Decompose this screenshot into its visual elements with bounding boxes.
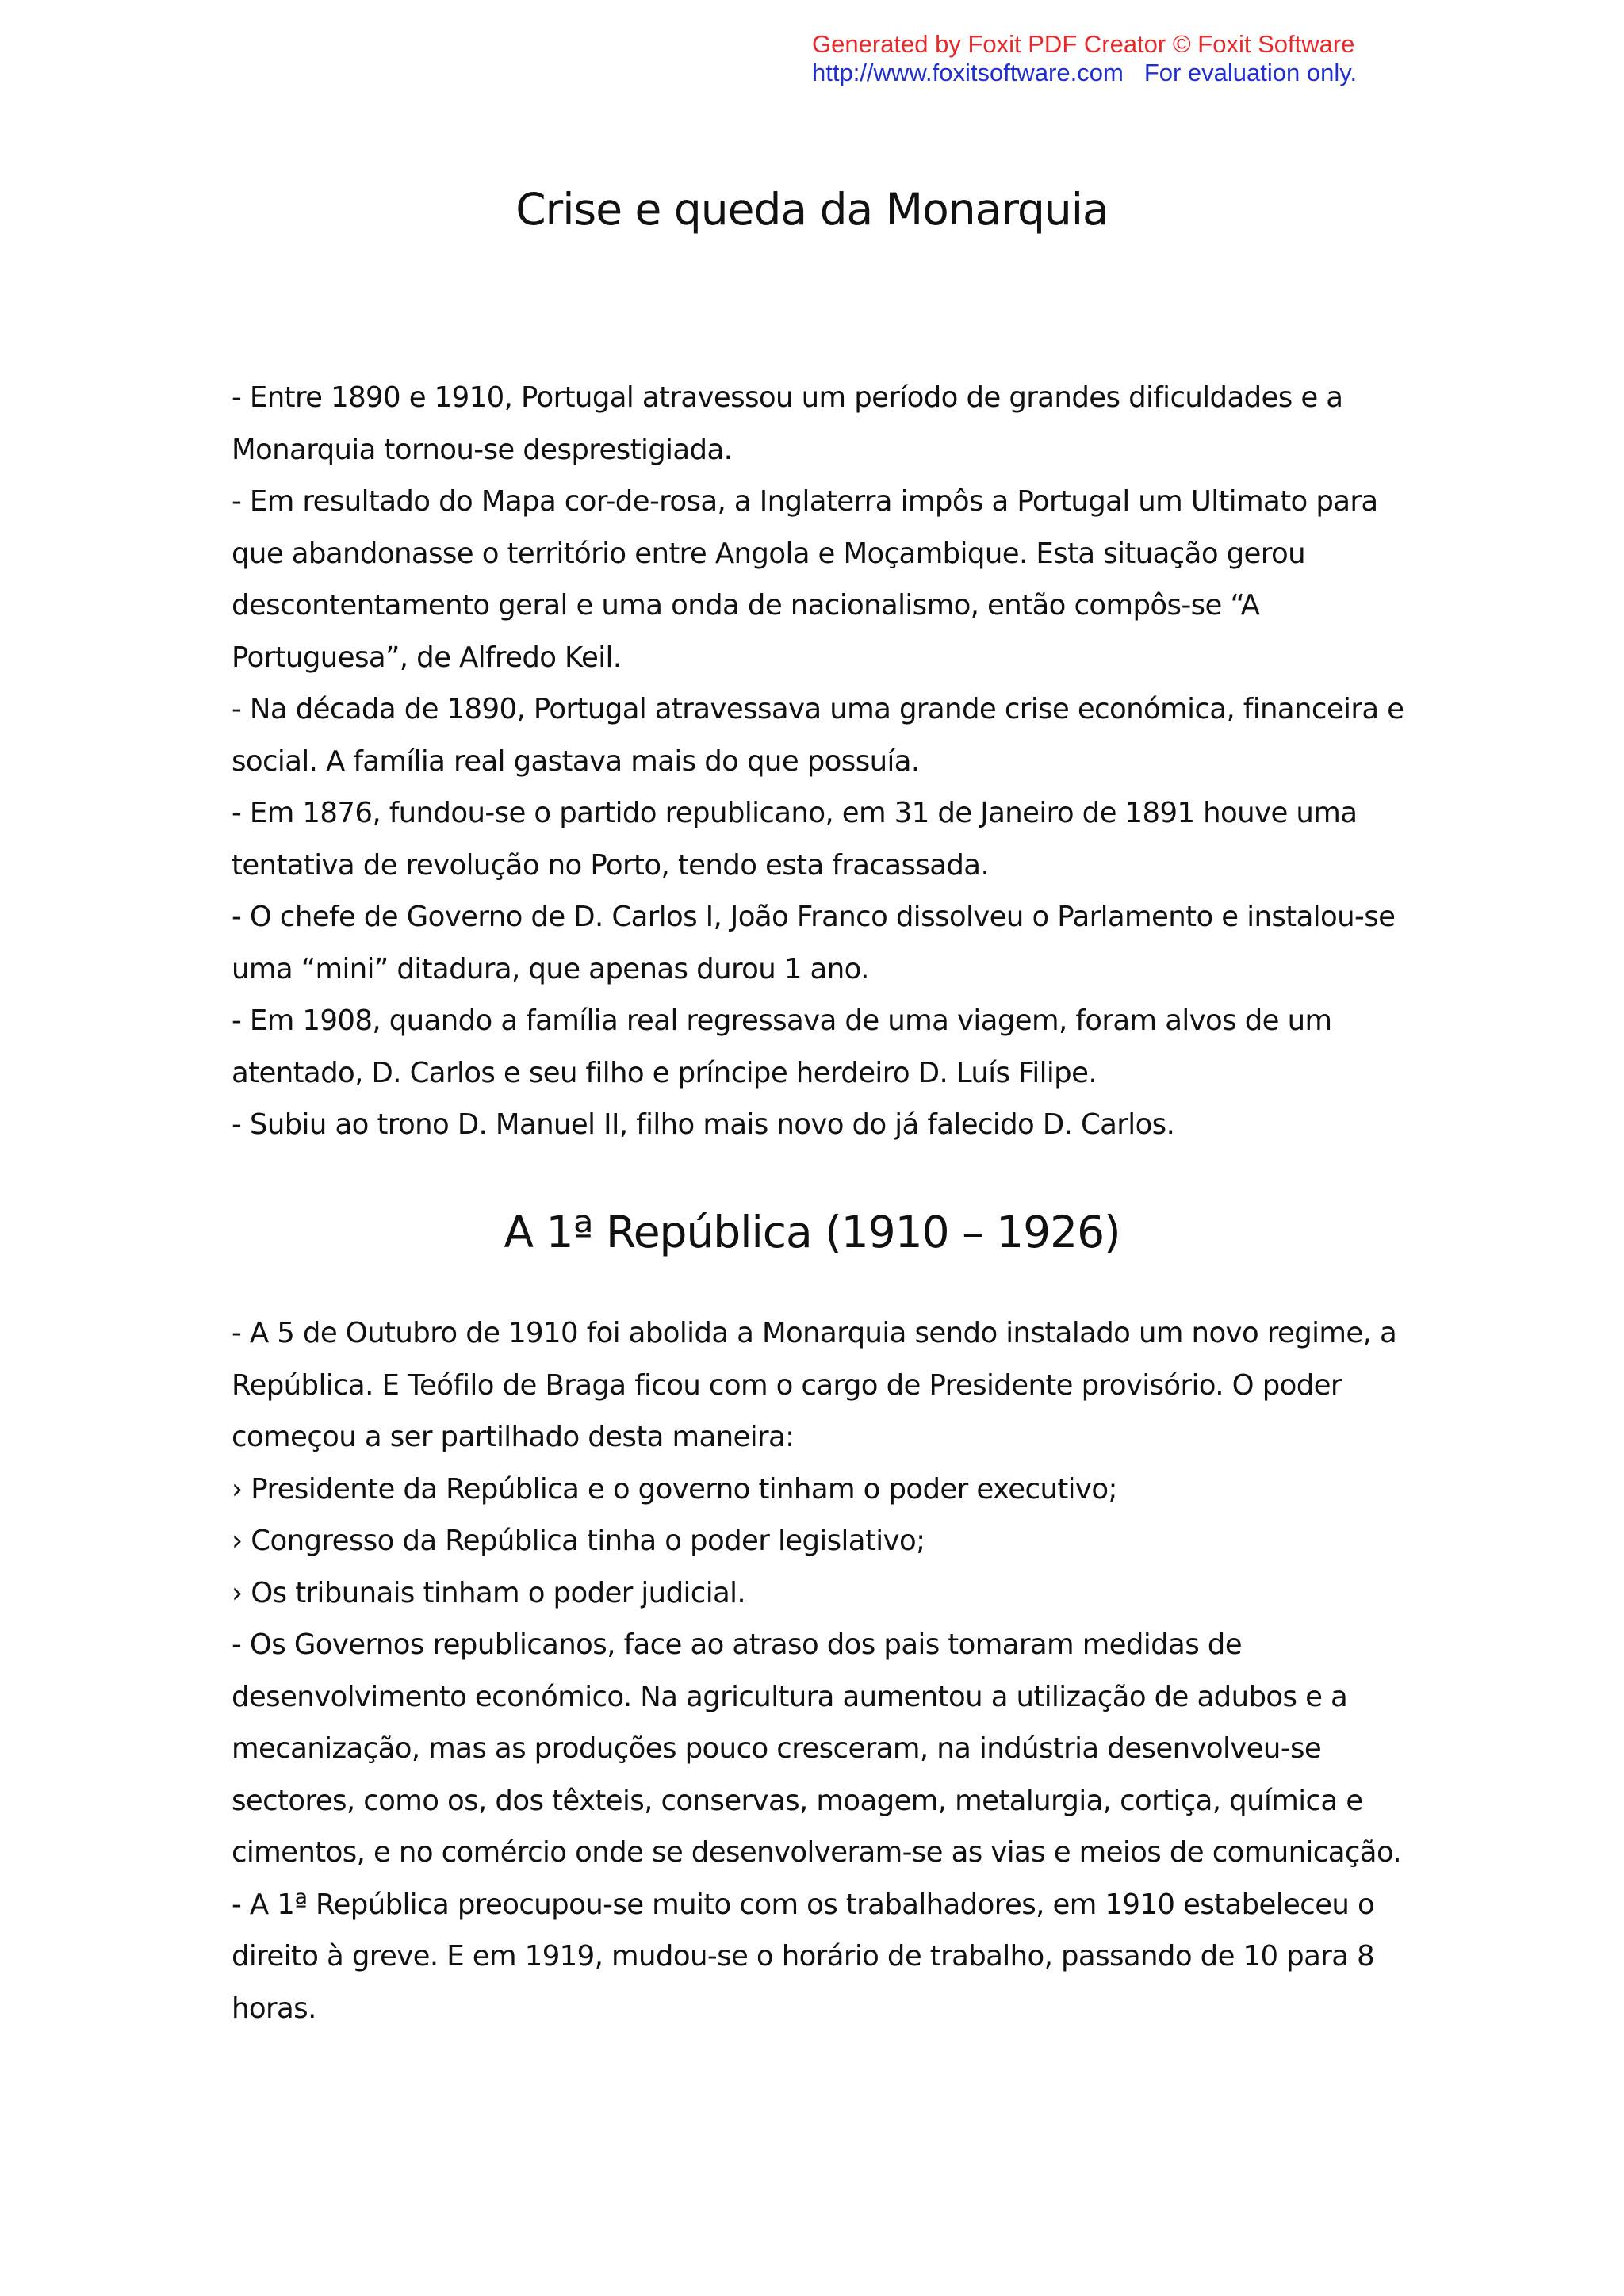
section-body-monarquia [232,372,1404,1151]
section-body-republica [232,1307,1402,2034]
watermark-generated-by: Generated by Foxit PDF Creator © Foxit Software [812,30,1355,58]
section-title-monarquia: Crise e queda da Monarquia [515,184,1109,235]
paragraph-line: - Em resultado do Mapa cor-de-rosa, a Inglaterra impôs a Portugal um Ultimato para [232,485,1378,518]
foxit-watermark [812,30,1438,87]
list-item-line: › Presidente da República e o governo tinham o poder executivo; [232,1472,1117,1506]
paragraph-line: descontentamento geral e uma onda de nacionalismo, então compôs-se “A [232,589,1260,622]
watermark-url: http://www.foxitsoftware.com [812,59,1124,86]
watermark-url-line [812,59,1438,87]
watermark-evaluation: For evaluation only. [1143,59,1358,86]
paragraph-line: - A 5 de Outubro de 1910 foi abolida a Monarquia sendo instalado um novo regime, a [232,1317,1397,1349]
paragraph-line: cimentos, e no comércio onde se desenvolveram-se as vias e meios de comunicação. [232,1836,1402,1869]
paragraph-line: República. E Teófilo de Braga ficou com o cargo de Presidente provisório. O poder [232,1368,1342,1402]
paragraph-line: Portuguesa”, de Alfredo Keil. [232,641,622,674]
paragraph-line: que abandonasse o território entre Angola e Moçambique. Esta situação gerou [232,537,1306,570]
paragraph-line: tentativa de revolução no Porto, tendo esta fracassada. [232,848,990,882]
paragraph-line: - A 1ª República preocupou-se muito com os trabalhadores, em 1910 estabeleceu o [232,1888,1375,1921]
paragraph-line: atentado, D. Carlos e seu filho e príncipe herdeiro D. Luís Filipe. [232,1056,1097,1089]
section-title-republica: A 1ª República (1910 – 1926) [504,1207,1120,1257]
paragraph-line: direito à greve. E em 1919, mudou-se o horário de trabalho, passando de 10 para 8 [232,1940,1375,1973]
paragraph-line: - Em 1876, fundou-se o partido republicano, em 31 de Janeiro de 1891 houve uma [232,797,1358,829]
paragraph-line: - Subiu ao trono D. Manuel II, filho mais novo do já falecido D. Carlos. [232,1108,1175,1141]
paragraph-line: horas. [232,1992,316,2025]
paragraph-line: - Na década de 1890, Portugal atravessava uma grande crise económica, financeira e [232,693,1404,725]
paragraph-line: sectores, como os, dos têxteis, conservas, moagem, metalurgia, cortiça, química e [232,1784,1363,1817]
paragraph-line: - Entre 1890 e 1910, Portugal atravessou um período de grandes dificuldades e a [232,381,1343,414]
paragraph-line: uma “mini” ditadura, que apenas durou 1 ano. [232,952,869,985]
paragraph-line: - Os Governos republicanos, face ao atraso dos pais tomaram medidas de [232,1628,1242,1661]
paragraph-line: começou a ser partilhado desta maneira: [232,1421,795,1453]
paragraph-line: - O chefe de Governo de D. Carlos I, João Franco dissolveu o Parlamento e instalou-se [232,901,1396,933]
list-item-line: › Congresso da República tinha o poder legislativo; [232,1525,925,1557]
paragraph-line: - Em 1908, quando a família real regressava de uma viagem, foram alvos de um [232,1004,1332,1037]
paragraph-line: mecanização, mas as produções pouco cresceram, na indústria desenvolveu-se [232,1732,1322,1765]
list-item-line: › Os tribunais tinham o poder judicial. [232,1576,746,1609]
paragraph-line: Monarquia tornou-se desprestigiada. [232,433,733,466]
paragraph-line: desenvolvimento económico. Na agricultura aumentou a utilização de adubos e a [232,1680,1348,1713]
paragraph-line: social. A família real gastava mais do que possuía. [232,744,920,778]
